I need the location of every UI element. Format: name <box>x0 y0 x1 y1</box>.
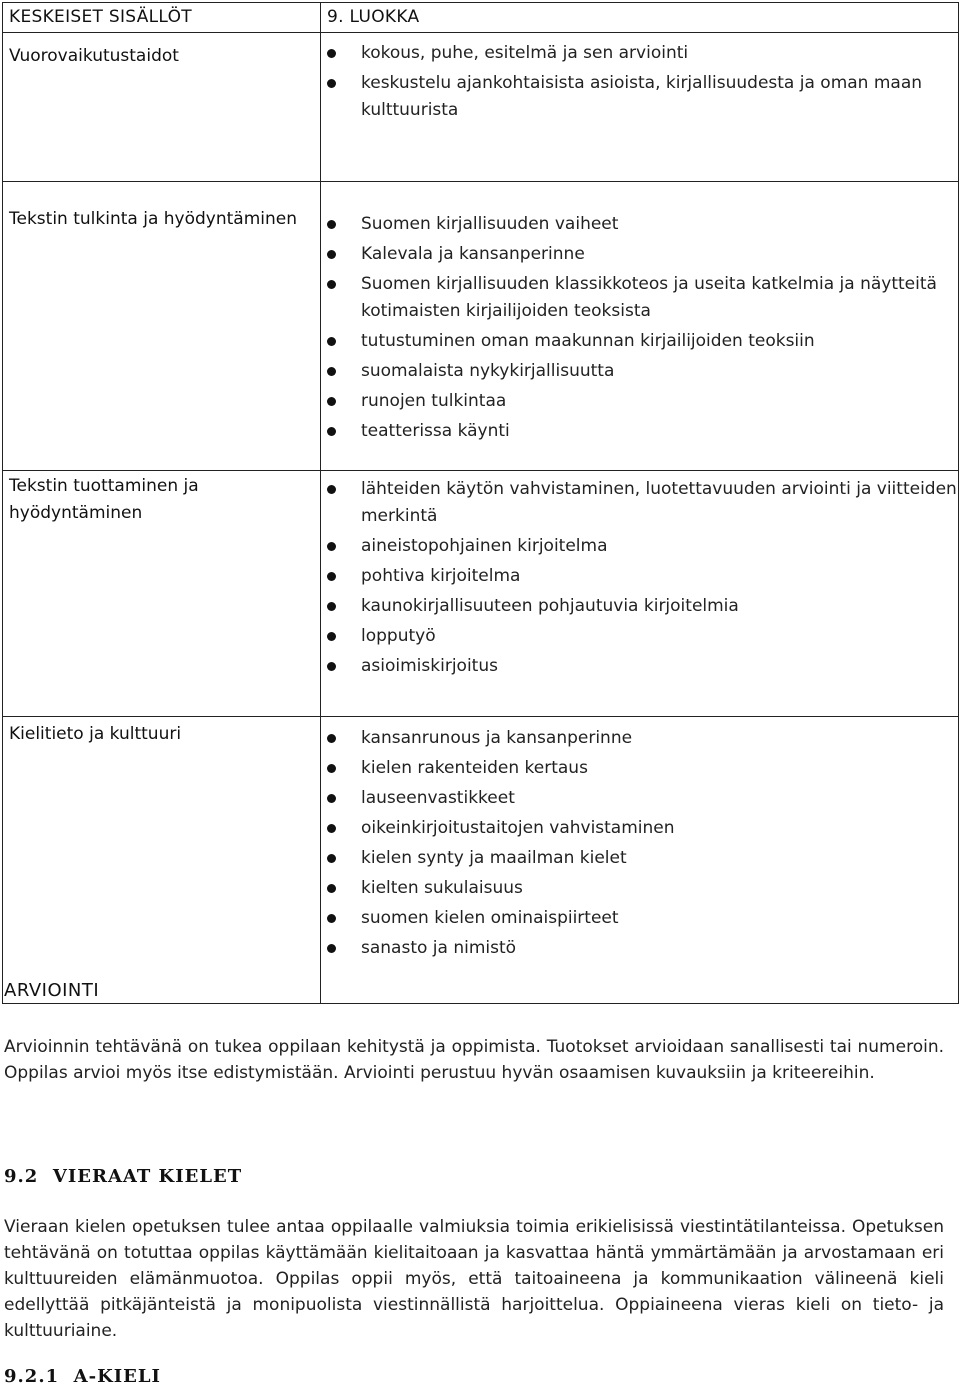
arviointi-heading: ARVIOINTI <box>4 980 100 1001</box>
list-item-text: kaunokirjallisuuteen pohjautuvia kirjoitelmia <box>361 596 739 616</box>
list-item-text: lauseenvastikkeet <box>361 788 515 808</box>
bullet-icon <box>327 427 336 436</box>
list-item-text: kokous, puhe, esitelmä ja sen arviointi <box>361 43 689 63</box>
bullet-icon <box>327 602 336 611</box>
list-item-text: kielen rakenteiden kertaus <box>361 758 588 778</box>
list-item <box>321 40 958 67</box>
table-row <box>3 471 959 717</box>
list-item <box>321 358 958 385</box>
vieraat-kielet-paragraph: Vieraan kielen opetuksen tulee antaa oppilaalle valmiuksia toimia erikielisissä viestintätilanteissa. Opetuksen tehtävänä on totuttaa oppilas käyttämään kielitaitoaan ja kasvattaa häntä ymmärtämään ja arvostamaan eri kulttuureiden elämänmuotoa. Oppilas oppii myös, että taitoaineena ja kommunikaation välineenä kieli edellyttää pitkäjänteistä ja monipuolista viestinnällistä harjoittelua. Oppiaineena vieras kieli on tieto- ja kulttuuriaine. <box>4 1217 944 1341</box>
list-item-text: kielen synty ja maailman kielet <box>361 848 627 868</box>
bullet-icon <box>327 662 336 671</box>
list-item-text: teatterissa käynti <box>361 421 510 441</box>
table-row <box>3 717 959 1004</box>
area-label: Vuorovaikutustaidot <box>3 33 321 182</box>
list-item <box>321 70 958 124</box>
list-item <box>321 725 958 752</box>
list-item-text: suomalaista nykykirjallisuutta <box>361 361 615 381</box>
bullet-icon <box>327 944 336 953</box>
bullet-icon <box>327 397 336 406</box>
list-item-text: lopputyö <box>361 626 436 646</box>
list-item <box>321 328 958 355</box>
bullet-icon <box>327 854 336 863</box>
content-list <box>321 33 958 124</box>
bullet-icon <box>327 734 336 743</box>
list-item-text: kielten sukulaisuus <box>361 878 523 898</box>
table-row <box>3 182 959 471</box>
content-list-cell <box>321 33 959 182</box>
list-item-text: tutustuminen oman maakunnan kirjailijoiden teoksiin <box>361 331 815 351</box>
bullet-icon <box>327 220 336 229</box>
list-item-text: asioimiskirjoitus <box>361 656 498 676</box>
content-list-cell <box>321 182 959 471</box>
list-item-text: runojen tulkintaa <box>361 391 507 411</box>
bullet-icon <box>327 542 336 551</box>
bullet-icon <box>327 367 336 376</box>
list-item <box>321 785 958 812</box>
bullet-icon <box>327 485 336 494</box>
list-item-text: aineistopohjainen kirjoitelma <box>361 536 608 556</box>
list-item <box>321 623 958 650</box>
list-item-text: sanasto ja nimistö <box>361 938 517 958</box>
bullet-icon <box>327 79 336 88</box>
list-item-text: Suomen kirjallisuuden klassikkoteos ja useita katkelmia ja näytteitä kotimaisten kirjailijoiden teoksista <box>361 274 937 321</box>
bullet-icon <box>327 337 336 346</box>
list-item-text: kansanrunous ja kansanperinne <box>361 728 633 748</box>
list-item <box>321 875 958 902</box>
list-item-text: lähteiden käytön vahvistaminen, luotettavuuden arviointi ja viitteiden merkintä <box>361 479 957 526</box>
section-heading-a-kieli <box>4 1366 944 1387</box>
list-item <box>321 271 958 325</box>
bullet-icon <box>327 914 336 923</box>
table-row <box>3 33 959 182</box>
list-item <box>321 211 958 238</box>
content-list <box>321 471 958 680</box>
list-item <box>321 593 958 620</box>
header-grade: 9. LUOKKA <box>321 3 959 33</box>
area-label: Tekstin tulkinta ja hyödyntäminen <box>3 182 321 471</box>
bullet-icon <box>327 49 336 58</box>
list-item-text: keskustelu ajankohtaisista asioista, kirjallisuudesta ja oman maan kulttuurista <box>361 73 923 120</box>
list-item <box>321 476 958 530</box>
table-header-row <box>3 3 959 33</box>
bullet-icon <box>327 280 336 289</box>
list-item <box>321 905 958 932</box>
section-title: VIERAAT KIELET <box>52 1166 243 1187</box>
bullet-icon <box>327 250 336 259</box>
bullet-icon <box>327 884 336 893</box>
list-item <box>321 935 958 962</box>
section-title: A-KIELI <box>73 1366 161 1387</box>
list-item-text: Suomen kirjallisuuden vaiheet <box>361 214 619 234</box>
bullet-icon <box>327 794 336 803</box>
list-item-text: oikeinkirjoitustaitojen vahvistaminen <box>361 818 675 838</box>
bullet-icon <box>327 764 336 773</box>
list-item <box>321 845 958 872</box>
list-item-text: pohtiva kirjoitelma <box>361 566 521 586</box>
list-item-text: Kalevala ja kansanperinne <box>361 244 585 264</box>
list-item-text: suomen kielen ominaispiirteet <box>361 908 619 928</box>
list-item <box>321 755 958 782</box>
list-item <box>321 418 958 445</box>
bullet-icon <box>327 632 336 641</box>
header-content-areas: KESKEISET SISÄLLÖT <box>3 3 321 33</box>
content-list-cell <box>321 717 959 1004</box>
bullet-icon <box>327 824 336 833</box>
curriculum-table <box>2 2 959 1004</box>
section-heading-vieraat-kielet <box>4 1166 944 1187</box>
area-label: Tekstin tuottaminen ja hyödyntäminen <box>3 471 321 717</box>
content-list <box>321 717 958 962</box>
content-list-cell <box>321 471 959 717</box>
section-number: 9.2 <box>4 1166 39 1187</box>
list-item <box>321 563 958 590</box>
content-list <box>321 182 958 445</box>
arviointi-paragraph: Arvioinnin tehtävänä on tukea oppilaan kehitystä ja oppimista. Tuotokset arvioidaan sanallisesti tai numeroin. Oppilas arvioi myös itse edistymistään. Arviointi perustuu hyvän osaamisen kuvauksiin ja kriteereihin. <box>4 1037 944 1083</box>
bullet-icon <box>327 572 336 581</box>
area-label: Kielitieto ja kulttuuri <box>3 717 321 1004</box>
list-item <box>321 653 958 680</box>
list-item <box>321 815 958 842</box>
section-number: 9.2.1 <box>4 1366 60 1387</box>
list-item <box>321 388 958 415</box>
list-item <box>321 241 958 268</box>
list-item <box>321 533 958 560</box>
